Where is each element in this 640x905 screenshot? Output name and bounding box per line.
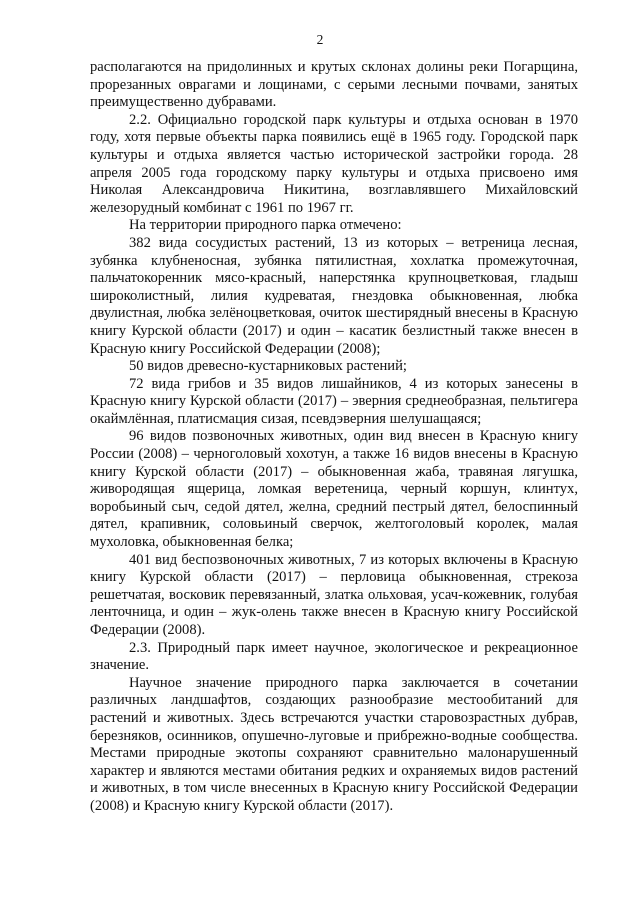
- paragraph-fungi-lichens: 72 вида грибов и 35 видов лишайников, 4 из которых занесены в Красную книгу Курской области (2017) – эверния среднеобразная, пельтигера окаймлённая, платисмация сизая, псевдэверния шелушащаяся;: [90, 375, 578, 427]
- paragraph-scientific-value: Научное значение природного парка заключается в сочетании различных ландшафтов, создающих разнообразие местообитаний для растений и животных. Здесь встречаются участки старовозрастных дубрав, березняков, осинников, опушечно-луговые и прибрежно-водные сообщества. Местами природные экотопы сохраняют сравнительно малонарушенный характер и являются местами обитания редких и охраняемых видов растений и животных, в том числе внесенных в Красную книгу Российской Федерации (2008) и Красную книгу Курской области (2017).: [90, 674, 578, 814]
- page-number: 2: [316, 32, 324, 47]
- paragraph-section-2-2: 2.2. Официально городской парк культуры и отдыха основан в 1970 году, хотя первые объекты парка появились ещё в 1965 году. Городской парк культуры и отдыха является частью исторической застройки города. 28 апреля 2005 года городскому парку культуры и отдыха присвоено имя Николая Александровича Никитина, возглавлявшего Михайловский железорудный комбинат с 1961 по 1967 гг.: [90, 111, 578, 216]
- document-body: [90, 59, 578, 816]
- paragraph-continuation: располагаются на придолинных и крутых склонах долины реки Погарщина, прорезанных оврагами и лощинами, с серыми лесными почвами, занятых преимущественно дубравами.: [90, 59, 578, 111]
- paragraph-vertebrates: 96 видов позвоночных животных, один вид внесен в Красную книгу России (2008) – черноголовый хохотун, а также 16 видов внесены в Красную книгу Курской области (2017) – обыкновенная жаба, травяная лягушка, живородящая ящерица, ломкая веретеница, черный коршун, клинтух, воробьиный сыч, седой дятел, желна, средний пестрый дятел, белоспинный дятел, крапивник, соловьиный сверчок, желтоголовый королек, малая мухоловка, обыкновенная белка;: [90, 428, 578, 551]
- paragraph-trees-shrubs: 50 видов древесно-кустарниковых растений;: [129, 358, 407, 375]
- paragraph-section-2-3: 2.3. Природный парк имеет научное, экологическое и рекреационное значение.: [90, 639, 578, 674]
- paragraph-vascular-plants: 382 вида сосудистых растений, 13 из которых – ветреница лесная, зубянка клубненосная, зубянка пятилистная, хохлатка промежуточная, пальчатокоренник мясо-красный, наперстянка крупноцветковая, гладыш широколистный, лилия кудреватая, гнездовка обыкновенная, любка двулистная, любка зелёноцветковая, очиток шестирядный внесены в Красную книгу Курской области (2017) и один – касатик безлистный также внесен в Красную книгу Российской Федерации (2008);: [90, 234, 578, 357]
- paragraph-territory-intro: На территории природного парка отмечено:: [129, 217, 402, 234]
- paragraph-invertebrates: 401 вид беспозвоночных животных, 7 из которых включены в Красную книгу Курской области (2017) – перловица обыкновенная, стрекоза решетчатая, восковик перевязанный, златка ольховая, усач-кожевник, голубая ленточница, и один – жук-олень также внесен в Красную книгу Российской Федерации (2008).: [90, 551, 578, 638]
